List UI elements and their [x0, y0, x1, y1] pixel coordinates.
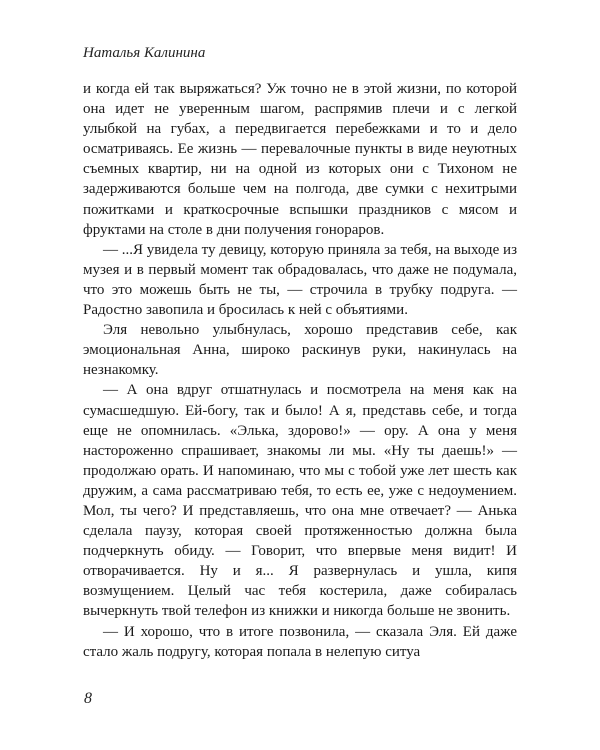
paragraph: — ...Я увидела ту девицу, которую приняла за тебя, на выходе из музея и в первый момент так обрадовалась, что даже не подумала, что это можешь быть не ты, — строчила в трубку подруга. — Радостно завопила и бросилась к ней с объятиями. [83, 241, 517, 319]
paragraph: — А она вдруг отшатнулась и посмотрела на меня как на сумасшедшую. Ей-богу, так и было! А я, представь себе, и тогда еще не опомнилась. «Элька, здорово!» — ору. А она у меня настороженно спрашивает, знакомы ли мы. «Ну ты даешь!» — продолжаю орать. И напоминаю, что мы с тобой уже лет шесть как дружим, а сама рассматриваю тебя, то есть ее, уже с недоумением. Мол, ты чего? И представляешь, что она мне отвечает? — Анька сделала паузу, которая своей протяженностью должна была подчеркнуть обиду. — Говорит, что впервые меня видит! И отворачивается. Ну и я... Я развернулась и ушла, кипя возмущением. Целый час тебя костерила, даже собиралась вычеркнуть твой телефон из книжки и никогда больше не звонить. [83, 382, 517, 620]
paragraph: Эля невольно улыбнулась, хорошо представив себе, как эмоциональная Анна, широко раскинув руки, накинулась на незнакомку. [83, 322, 517, 379]
page-number: 8 [84, 690, 92, 707]
body-text [83, 79, 517, 662]
paragraph: и когда ей так выряжаться? Уж точно не в этой жизни, по которой она идет не уверенным шагом, распрямив плечи и с легкой улыбкой на губах, а передвигается перебежками и то и дело осматриваясь. Ее жизнь — перевалочные пункты в виде неуютных съемных квартир, ни на одной из которых они с Тихоном не задерживаются больше чем на полгода, две сумки с нехитрыми пожитками и краткосрочные вспышки праздников с мясом и фруктами на столе в дни получения гонораров. [83, 81, 517, 238]
paragraph: — И хорошо, что в итоге позвонила, — сказала Эля. Ей даже стало жаль подругу, которая попала в нелепую ситуа [83, 623, 517, 660]
running-head-author: Наталья Калинина [83, 45, 206, 61]
